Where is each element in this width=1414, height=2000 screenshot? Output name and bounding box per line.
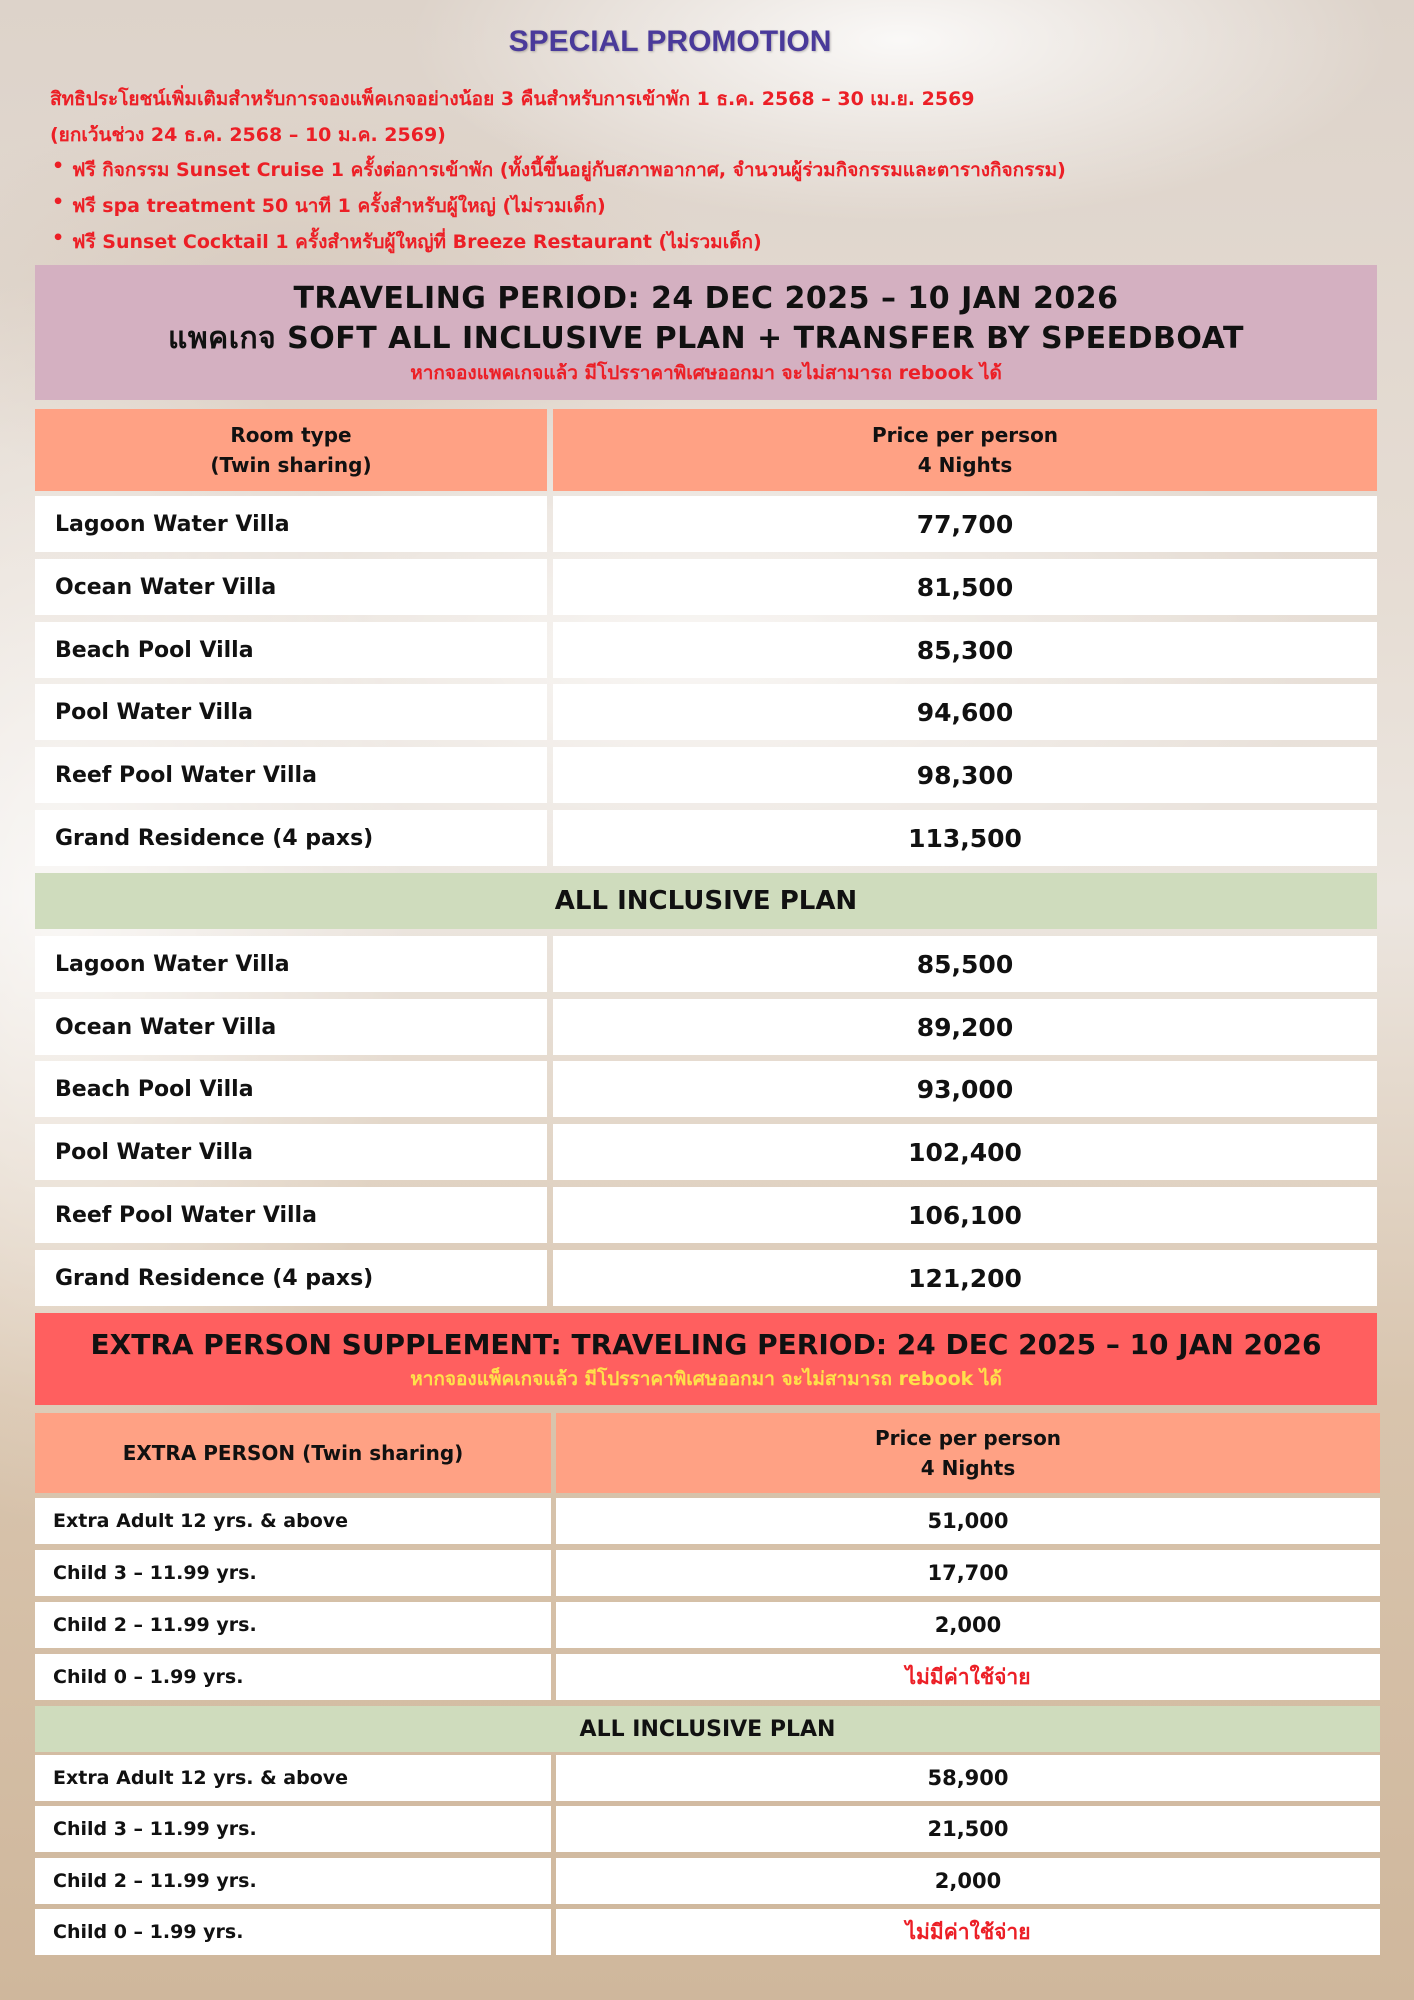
extra-person-cell: Child 3 – 11.99 yrs. (35, 1550, 551, 1596)
column-header-text: (Twin sharing) (210, 453, 372, 477)
room-price-cell: 102,400 (553, 1124, 1377, 1180)
extra-price-cell: 51,000 (556, 1498, 1380, 1544)
extra-price-cell: 21,500 (556, 1806, 1380, 1852)
column-header-text: Room type (230, 423, 352, 447)
extra-person-period: EXTRA PERSON SUPPLEMENT: TRAVELING PERIOD: 24 DEC 2025 – 10 JAN 2026 (90, 1328, 1322, 1361)
extra-person-note: หากจองแพ็คเกจแล้ว มีโปรราคาพิเศษออกมา จะไม่สามารถ rebook ได้ (410, 1368, 1002, 1390)
extra-person-cell: Child 2 – 11.99 yrs. (35, 1858, 551, 1904)
room-price-cell: 98,300 (553, 747, 1377, 803)
room-name-cell: Ocean Water Villa (35, 999, 547, 1055)
page-title: SPECIAL PROMOTION (508, 25, 832, 58)
column-header-room-type (35, 409, 547, 491)
promo-bullet: • ฟรี spa treatment 50 นาที 1 ครั้งสำหรับผู้ใหญ่ (ไม่รวมเด็ก) (72, 191, 606, 221)
room-price-cell: 106,100 (553, 1187, 1377, 1243)
column-header-text: 4 Nights (920, 1456, 1016, 1480)
column-header-price (553, 409, 1377, 491)
extra-price-cell: ไม่มีค่าใช้จ่าย (556, 1909, 1380, 1955)
package-note: หากจองแพคเกจแล้ว มีโปรราคาพิเศษออกมา จะไม่สามารถ rebook ได้ (410, 361, 1002, 384)
extra-person-cell: Child 0 – 1.99 yrs. (35, 1654, 551, 1700)
column-header-text: Price per person (871, 423, 1059, 447)
column-header-text: EXTRA PERSON (Twin sharing) (122, 1441, 464, 1465)
extra-person-cell: Child 2 – 11.99 yrs. (35, 1602, 551, 1648)
room-name-cell: Ocean Water Villa (35, 559, 547, 615)
room-name-cell: Lagoon Water Villa (35, 496, 547, 552)
extra-person-cell: Child 3 – 11.99 yrs. (35, 1806, 551, 1852)
extra-price-cell: 17,700 (556, 1550, 1380, 1596)
column-header-price (556, 1413, 1380, 1493)
extra-person-cell: Child 0 – 1.99 yrs. (35, 1909, 551, 1955)
extra-price-cell: 58,900 (556, 1755, 1380, 1801)
room-name-cell: Lagoon Water Villa (35, 936, 547, 992)
extra-person-cell: Extra Adult 12 yrs. & above (35, 1498, 551, 1544)
extra-price-cell: ไม่มีค่าใช้จ่าย (556, 1654, 1380, 1700)
room-price-cell: 121,200 (553, 1250, 1377, 1306)
extra-price-cell: 2,000 (556, 1858, 1380, 1904)
column-header-text: 4 Nights (917, 453, 1013, 477)
extra-price-cell: 2,000 (556, 1602, 1380, 1648)
room-name-cell: Pool Water Villa (35, 684, 547, 740)
room-name-cell: Beach Pool Villa (35, 622, 547, 678)
package-name: แพคเกจ SOFT ALL INCLUSIVE PLAN + TRANSFER BY SPEEDBOAT (168, 320, 1244, 356)
room-name-cell: Reef Pool Water Villa (35, 1187, 547, 1243)
room-price-cell: 89,200 (553, 999, 1377, 1055)
extra-person-header (35, 1313, 1377, 1405)
room-price-cell: 81,500 (553, 559, 1377, 615)
promo-bullet: • ฟรี กิจกรรม Sunset Cruise 1 ครั้งต่อการเข้าพัก (ทั้งนี้ขึ้นอยู่กับสภาพอากาศ, จำนวนผู้ร่วมกิจกรรมและตารางกิจกรรม) (72, 155, 1066, 185)
room-name-cell: Reef Pool Water Villa (35, 747, 547, 803)
all-inclusive-band: ALL INCLUSIVE PLAN (35, 1706, 1380, 1752)
package-header (35, 265, 1377, 400)
room-price-cell: 94,600 (553, 684, 1377, 740)
room-price-cell: 77,700 (553, 496, 1377, 552)
all-inclusive-band: ALL INCLUSIVE PLAN (35, 873, 1377, 929)
column-header-extra-person (35, 1413, 551, 1493)
room-price-cell: 113,500 (553, 810, 1377, 866)
promo-bullet: • ฟรี Sunset Cocktail 1 ครั้งสำหรับผู้ใหญ่ที่ Breeze Restaurant (ไม่รวมเด็ก) (72, 227, 762, 257)
package-period: TRAVELING PERIOD: 24 DEC 2025 – 10 JAN 2026 (293, 280, 1119, 316)
promo-line-2: (ยกเว้นช่วง 24 ธ.ค. 2568 – 10 ม.ค. 2569) (50, 124, 446, 146)
room-price-cell: 93,000 (553, 1061, 1377, 1117)
extra-person-cell: Extra Adult 12 yrs. & above (35, 1755, 551, 1801)
room-price-cell: 85,300 (553, 622, 1377, 678)
column-header-text: Price per person (874, 1426, 1062, 1450)
room-price-cell: 85,500 (553, 936, 1377, 992)
promo-line-1: สิทธิประโยชน์เพิ่มเติมสำหรับการจองแพ็คเกจอย่างน้อย 3 คืนสำหรับการเข้าพัก 1 ธ.ค. 2568 – 30 เม.ย. 2569 (50, 88, 975, 110)
room-name-cell: Beach Pool Villa (35, 1061, 547, 1117)
room-name-cell: Pool Water Villa (35, 1124, 547, 1180)
room-name-cell: Grand Residence (4 paxs) (35, 810, 547, 866)
room-name-cell: Grand Residence (4 paxs) (35, 1250, 547, 1306)
